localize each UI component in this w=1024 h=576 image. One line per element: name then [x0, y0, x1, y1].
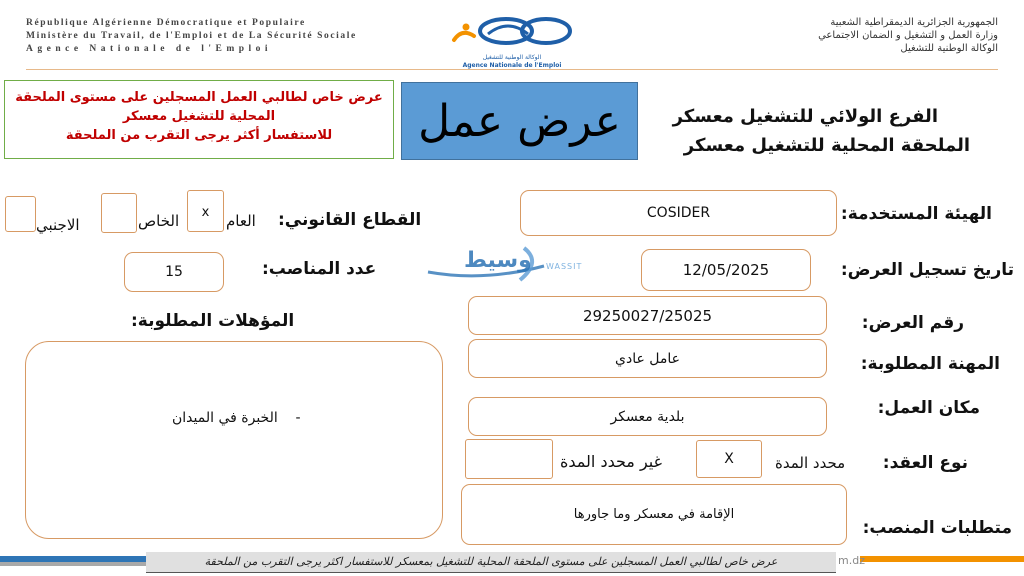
anem-logo: [448, 14, 576, 69]
date-field: [641, 249, 811, 291]
contract-unfixed-checkbox[interactable]: [465, 439, 553, 479]
employer-value: COSIDER: [646, 205, 711, 221]
contract-fixed-label: محدد المدة: [775, 454, 846, 472]
footer-site-fragment: m.dz: [838, 554, 865, 567]
notice-line3: للاستفسار أكثر يرجى التقرب من الملحقة: [65, 128, 333, 143]
qualifications-field: [25, 341, 443, 539]
sector-public-mark: x: [201, 205, 210, 220]
header-fr-line2: Ministère du Travail, de l'Emploi et de La Sécurité Sociale: [26, 31, 357, 41]
employer-label: الهيئة المستخدمة:: [840, 204, 992, 224]
offer-number-label: رقم العرض:: [861, 313, 964, 333]
logo-caption-ar: الوكالة الوطنية للتشغيل: [482, 54, 542, 61]
sector-foreign-checkbox[interactable]: [5, 196, 36, 232]
wassit-arabic: وسيط: [464, 248, 532, 273]
workplace-field: [468, 397, 827, 436]
contract-fixed-mark: X: [724, 451, 734, 467]
sector-public-checkbox[interactable]: [187, 190, 224, 232]
offer-number-field: [468, 296, 827, 335]
footer-gray-stripe: [0, 562, 160, 566]
banner-title: عرض عمل: [418, 95, 621, 147]
employer-field: [520, 190, 837, 236]
requirements-label: متطلبات المنصب:: [862, 518, 1012, 538]
anem-logo-mark: [448, 14, 576, 50]
job-offer-banner: [401, 82, 638, 160]
logo-caption-fr: Agence Nationale de l'Emploi: [462, 62, 562, 69]
notice-line2: المحلية للتشغيل معسكر: [122, 109, 276, 124]
header-ar-line3: الوكالة الوطنية للتشغيل: [900, 43, 998, 54]
sector-private-label: الخاص: [138, 212, 180, 230]
profession-value: عامل عادي: [615, 350, 680, 367]
positions-value: 15: [165, 264, 183, 280]
footer-orange-stripe: [860, 556, 1024, 562]
positions-field: [124, 252, 224, 292]
header-ar-line1: الجمهورية الجزائرية الديمقراطية الشعبية: [830, 17, 998, 28]
header-ar-line2: وزارة العمل و التشغيل و الضمان الاجتماعي: [818, 30, 998, 41]
footer-ticker: عرض خاص لطالبي العمل المسجلين على مستوى الملحقة المحلية للتشغيل بمعسكر للاستفسار اكثر يرجى التقرب من الملحقة: [146, 552, 836, 573]
legal-sector-label: القطاع القانوني:: [278, 210, 422, 230]
qualifications-item: [172, 410, 301, 426]
agency-line1: الفرع الولائي للتشغيل معسكر: [672, 106, 938, 127]
qualifications-bullet: -: [295, 410, 301, 426]
requirements-value: الإقامة في معسكر وما جاورها: [573, 507, 735, 522]
profession-label: المهنة المطلوبة:: [860, 354, 1000, 374]
qualifications-value: الخبرة في الميدان: [172, 410, 278, 426]
header-fr-line1: République Algérienne Démocratique et Populaire: [26, 18, 306, 28]
profession-field: [468, 339, 827, 378]
sector-public-label: العام: [226, 212, 256, 230]
requirements-field: [461, 484, 847, 545]
sector-private-checkbox[interactable]: [101, 193, 137, 233]
wassit-watermark: [424, 242, 594, 290]
date-label: تاريخ تسجيل العرض:: [840, 260, 1014, 280]
qualifications-label: المؤهلات المطلوبة:: [131, 311, 295, 331]
workplace-label: مكان العمل:: [877, 398, 980, 418]
sector-foreign-label: الاجنبي: [36, 216, 80, 234]
header-fr-line3: Agence Nationale de l'Emploi: [26, 44, 273, 54]
wassit-latin: WASSIT: [546, 262, 583, 271]
workplace-value: بلدية معسكر: [610, 408, 685, 425]
contract-fixed-checkbox[interactable]: [696, 440, 762, 478]
special-offer-notice: [4, 80, 394, 159]
contract-unfixed-label: غير محدد المدة: [560, 452, 662, 471]
positions-label: عدد المناصب:: [262, 259, 377, 279]
notice-line1: عرض خاص لطالبي العمل المسجلين على مستوى الملحقة: [15, 90, 383, 105]
agency-line2: الملحقة المحلية للتشغيل معسكر: [683, 135, 970, 156]
header-divider: [26, 69, 998, 70]
footer-bar: [0, 552, 1024, 576]
date-value: 12/05/2025: [682, 261, 770, 279]
offer-number-value: 29250027/25025: [582, 306, 713, 325]
contract-label: نوع العقد:: [882, 453, 968, 473]
